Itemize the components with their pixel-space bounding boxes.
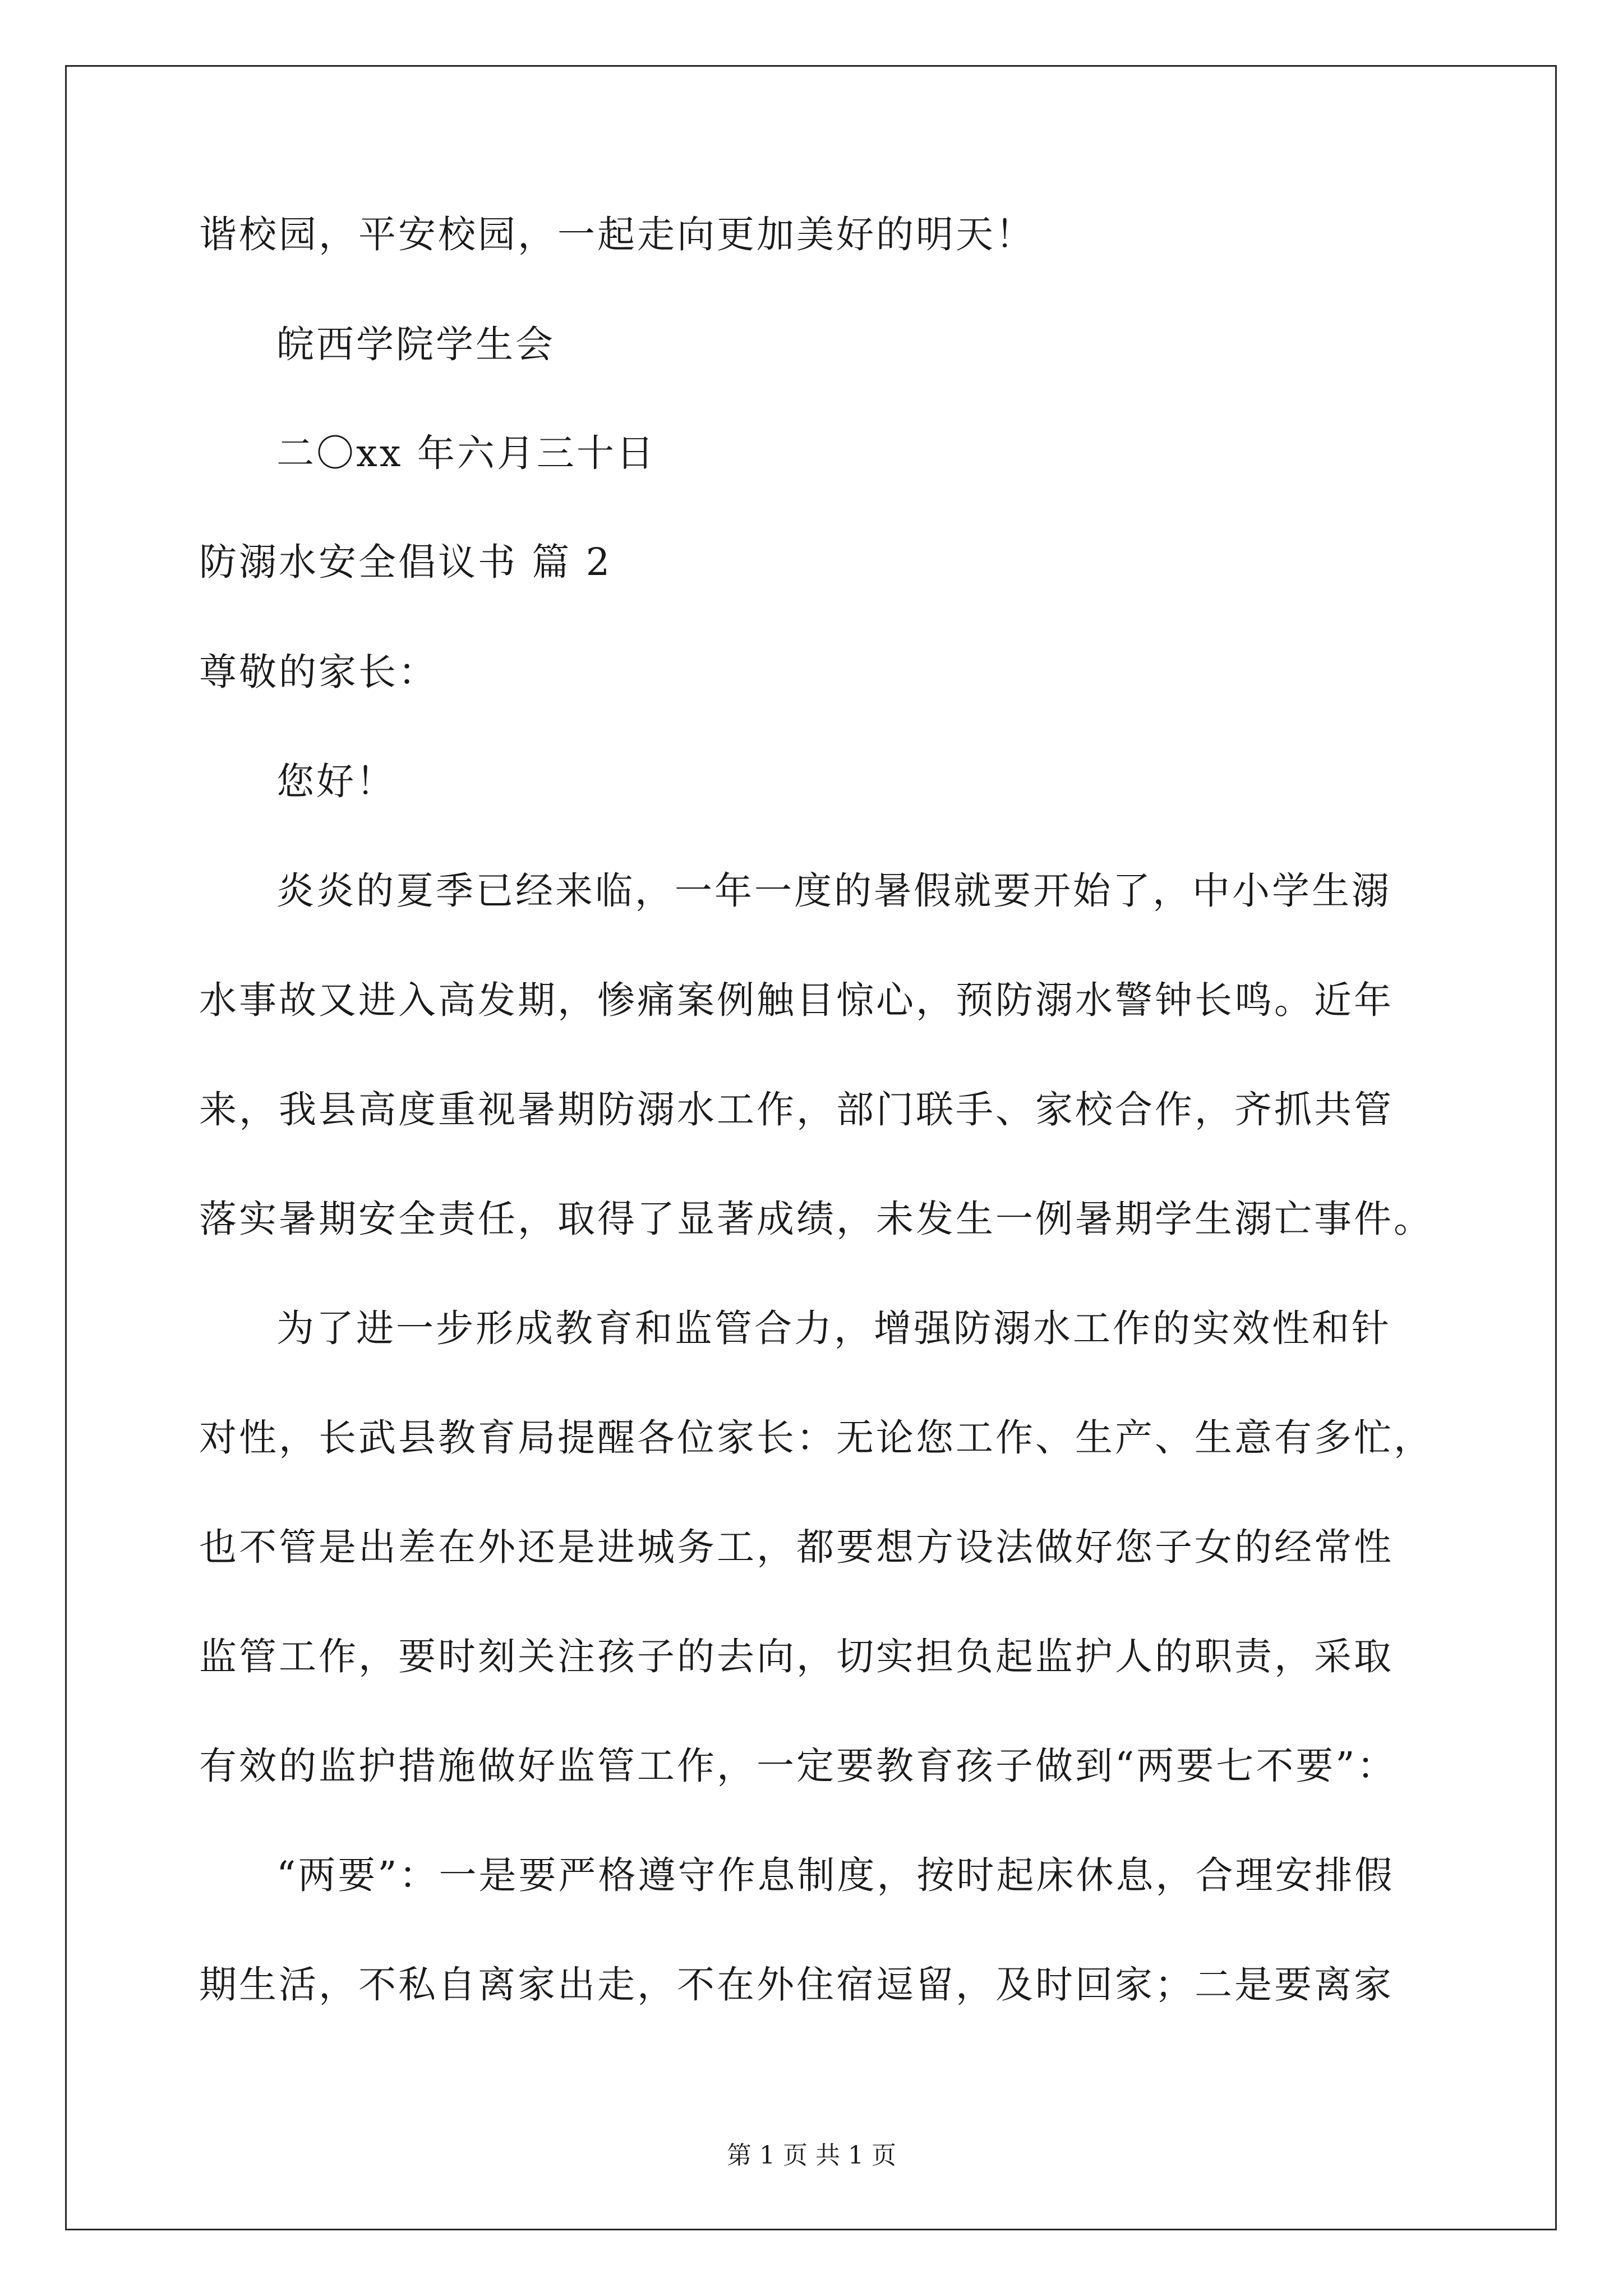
text-line: 谐校园，平安校园，一起走向更加美好的明天！ — [199, 213, 1035, 256]
paragraph-line: 监管工作，要时刻关注孩子的去向，切实担负起监护人的职责，采取 — [199, 1635, 1394, 1678]
page-border — [65, 65, 1557, 2230]
paragraph-line: 期生活，不私自离家出走，不在外住宿逗留，及时回家；二是要离家 — [199, 1963, 1394, 2007]
paragraph-line: 炎炎的夏季已经来临，一年一度的暑假就要开始了，中小学生溺 — [276, 869, 1391, 913]
salutation: 尊敬的家长： — [199, 650, 438, 694]
paragraph-line: 有效的监护措施做好监管工作，一定要教育孩子做到“两要七不要”： — [199, 1744, 1397, 1788]
section-heading: 防溺水安全倡议书 篇 2 — [199, 540, 612, 584]
paragraph-line: 来，我县高度重视暑期防溺水工作，部门联手、家校合作，齐抓共管 — [199, 1088, 1394, 1131]
paragraph-line: 落实暑期安全责任，取得了显著成绩，未发生一例暑期学生溺亡事件。 — [199, 1197, 1433, 1241]
paragraph-line: 水事故又进入高发期，惨痛案例触目惊心，预防溺水警钟长鸣。近年 — [199, 978, 1394, 1022]
paragraph-line: 对性，长武县教育局提醒各位家长：无论您工作、生产、生意有多忙， — [199, 1416, 1433, 1460]
signature-organization: 皖西学院学生会 — [276, 323, 555, 366]
paragraph-line: 也不管是出差在外还是进城务工，都要想方设法做好您子女的经常性 — [199, 1525, 1394, 1569]
page-footer: 第 1 页 共 1 页 — [727, 2141, 896, 2170]
signature-date: 二〇xx 年六月三十日 — [276, 431, 656, 475]
greeting: 您好！ — [276, 760, 396, 803]
paragraph-line: 为了进一步形成教育和监管合力，增强防溺水工作的实效性和针 — [276, 1306, 1391, 1350]
paragraph-line: “两要”：一是要严格遵守作息制度，按时起床休息，合理安排假 — [276, 1853, 1395, 1897]
